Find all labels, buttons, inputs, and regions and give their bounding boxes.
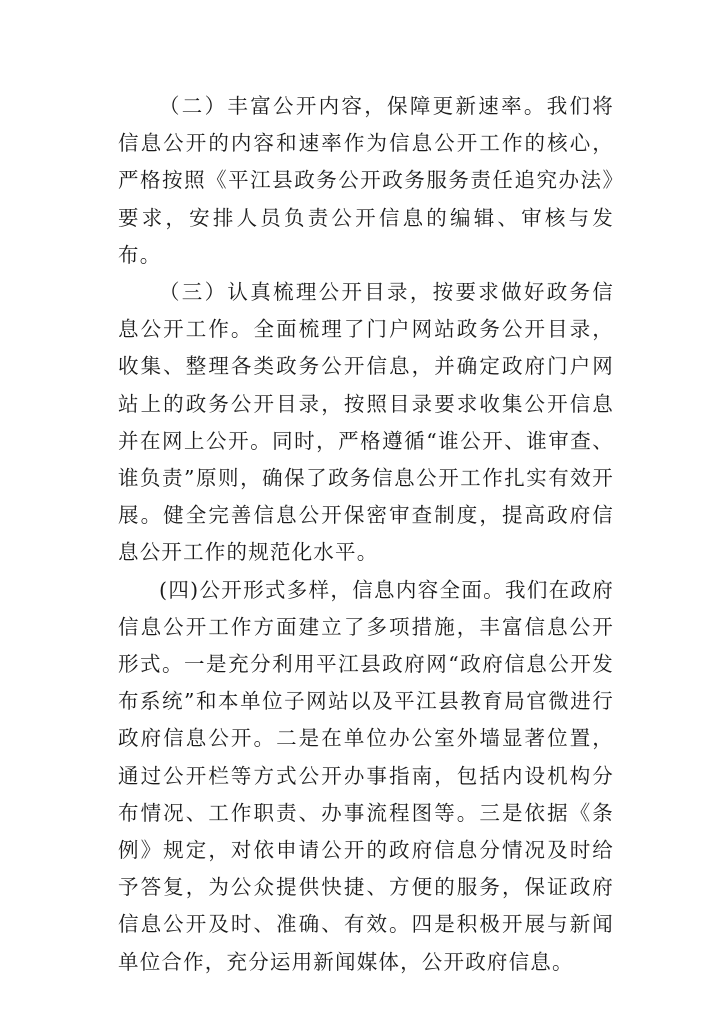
document-body — [118, 88, 614, 981]
paragraph-diverse-forms: (四)公开形式多样，信息内容全面。我们在政府信息公开工作方面建立了多项措施，丰富信息公开形式。一是充分利用平江县政府网“政府信息公开发布系统”和本单位子网站以及平江县教育局官微进行政府信息公开。二是在单位办公室外墙显著位置，通过公开栏等方式公开办事指南，包括内设机构分布情况、工作职责、办事流程图等。三是依据《条例》规定，对依申请公开的政府信息分情况及时给予答复，为公众提供快捷、方便的服务，保证政府信息公开及时、准确、有效。四是积极开展与新闻单位合作，充分运用新闻媒体，公开政府信息。 — [118, 577, 614, 974]
paragraph-enrich-content: （二）丰富公开内容，保障更新速率。我们将信息公开的内容和速率作为信息公开工作的核心，严格按照《平江县政务公开政务服务责任追究办法》要求，安排人员负责公开信息的编辑、审核与发布。 — [118, 94, 614, 267]
paragraph-catalog-review: （三）认真梳理公开目录，按要求做好政务信息公开工作。全面梳理了门户网站政务公开目录，收集、整理各类政务公开信息，并确定政府门户网站上的政务公开目录，按照目录要求收集公开信息并在网上公开。同时，严格遵循“谁公开、谁审查、谁负责”原则，确保了政务信息公开工作扎实有效开展。健全完善信息公开保密审查制度，提高政府信息公开工作的规范化水平。 — [118, 280, 614, 565]
